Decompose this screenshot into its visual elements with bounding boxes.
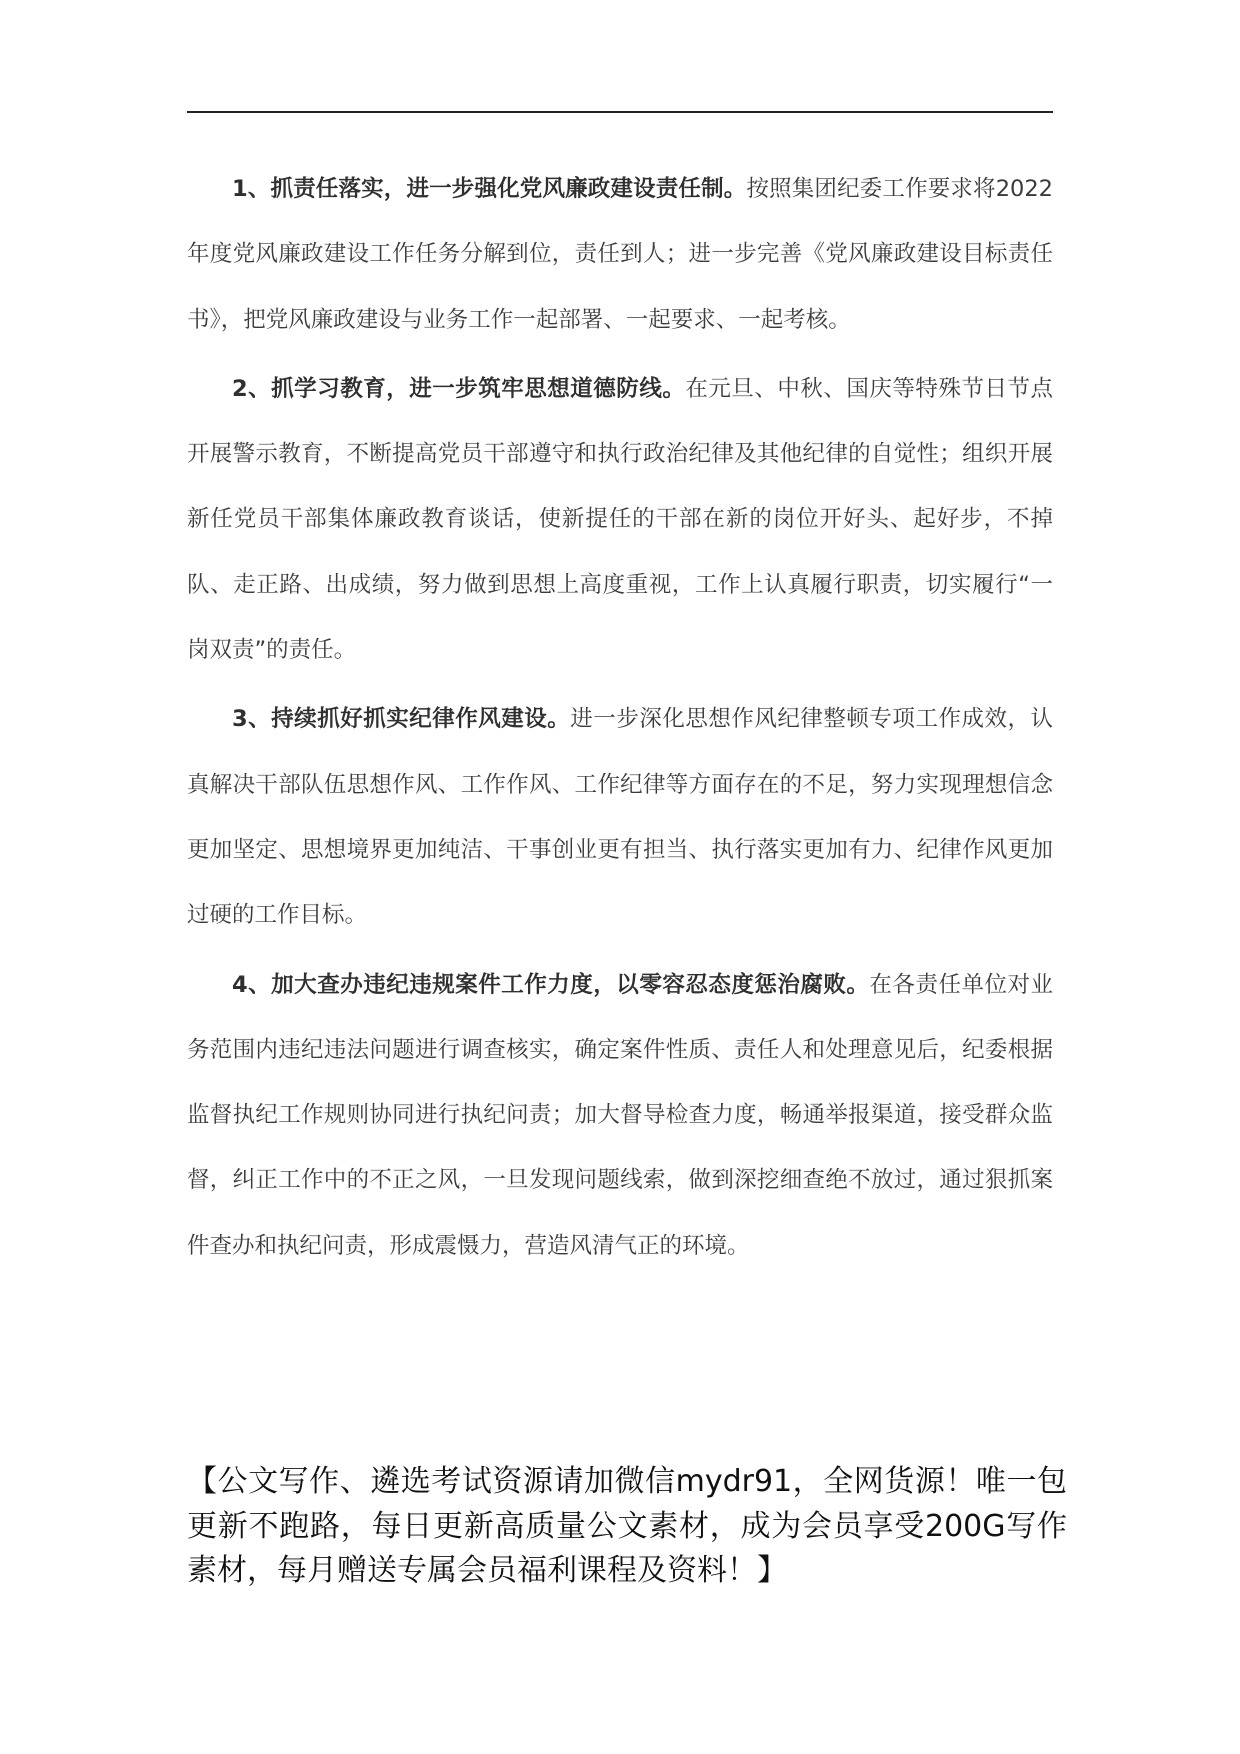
document-body bbox=[187, 157, 1053, 1283]
promo-notice: 【公文写作、遴选考试资源请加微信mydr91，全网货源！唯一包更新不跑路，每日更新高质量公文素材，成为会员享受200G写作素材，每月赠送专属会员福利课程及资料！】 bbox=[187, 1464, 1067, 1588]
paragraph-4-text: 在各责任单位对业务范围内违纪违法问题进行调查核实，确定案件性质、责任人和处理意见后，纪委根据监督执纪工作规则协同进行执纪问责；加大督导检查力度，畅通举报渠道，接受群众监督，纠正工作中的不正之风，一旦发现问题线索，做到深挖细查绝不放过，通过狠抓案件查办和执纪问责，形成震慑力，营造风清气正的环境。 bbox=[187, 971, 1053, 1259]
paragraph-3 bbox=[187, 687, 1053, 948]
paragraph-1 bbox=[187, 157, 1053, 353]
header-divider bbox=[187, 111, 1053, 113]
paragraph-2-text: 在元旦、中秋、国庆等特殊节日节点开展警示教育，不断提高党员干部遵守和执行政治纪律及其他纪律的自觉性；组织开展新任党员干部集体廉政教育谈话，使新提任的干部在新的岗位开好头、起好步，不掉队、走正路、出成绩，努力做到思想上高度重视，工作上认真履行职责，切实履行“一岗双责”的责任。 bbox=[187, 375, 1053, 664]
paragraph-2 bbox=[187, 357, 1053, 683]
paragraph-1-text: 按照集团纪委工作要求将2022年度党风廉政建设工作任务分解到位，责任到人；进一步完善《党风廉政建设目标责任书》，把党风廉政建设与业务工作一起部署、一起要求、一起考核。 bbox=[187, 176, 1053, 333]
paragraph-2-heading: 2、抓学习教育，进一步筑牢思想道德防线。 bbox=[232, 375, 686, 402]
paragraph-1-heading: 1、抓责任落实，进一步强化党风廉政建设责任制。 bbox=[232, 176, 747, 202]
paragraph-3-heading: 3、持续抓好抓实纪律作风建设。 bbox=[232, 706, 571, 733]
paragraph-4-heading: 4、加大查办违纪违规案件工作力度，以零容忍态度惩治腐败。 bbox=[232, 971, 870, 998]
paragraph-3-text: 进一步深化思想作风纪律整顿专项工作成效，认真解决干部队伍思想作风、工作作风、工作纪律等方面存在的不足，努力实现理想信念更加坚定、思想境界更加纯洁、干事创业更有担当、执行落实更加有力、纪律作风更加过硬的工作目标。 bbox=[187, 706, 1053, 929]
paragraph-4 bbox=[187, 953, 1053, 1279]
